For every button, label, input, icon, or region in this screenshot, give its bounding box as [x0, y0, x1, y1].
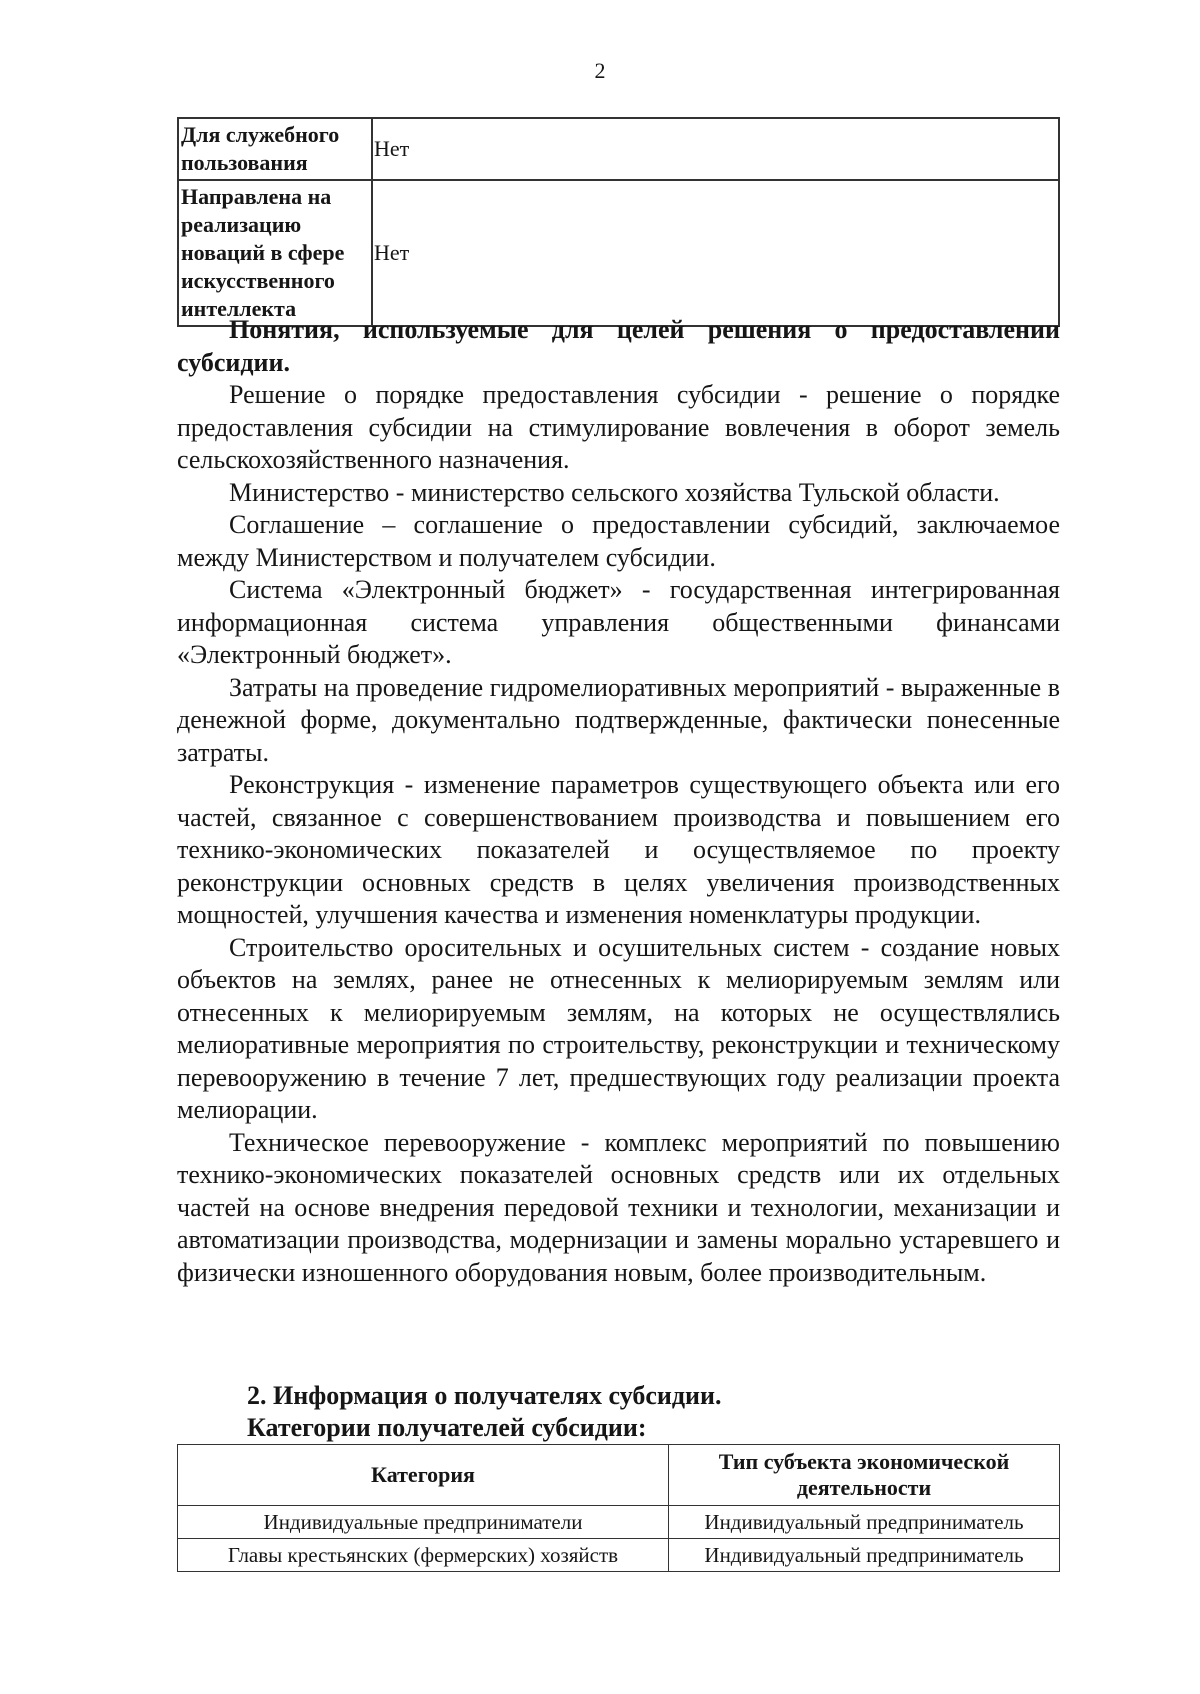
- section-title: 2. Информация о получателях субсидии.: [247, 1381, 722, 1410]
- definition-paragraph: Строительство оросительных и осушительных систем - создание новых объектов на землях, ранее не отнесенных к мелиорируемым землям или отнесенных к мелиорируемым землям, на которых не осуществлялись мелиоративные мероприятия по строительству, реконструкции и техническому перевооружению в течение 7 лет, предшествующих году реализации проекта мелиорации.: [177, 932, 1060, 1124]
- definition-paragraph: Министерство - министерство сельского хозяйства Тульской области.: [229, 477, 1000, 507]
- definition-paragraph: Решение о порядке предоставления субсидии - решение о порядке предоставления субсидии на стимулирование вовлечения в оборот земель сельскохозяйственного назначения.: [177, 380, 1060, 474]
- meta-value-restricted: Нет: [372, 118, 1059, 180]
- table-cell: Индивидуальный предприниматель: [669, 1539, 1060, 1572]
- concepts-section: [177, 314, 1060, 1289]
- section-subtitle: Категории получателей субсидии:: [247, 1413, 647, 1442]
- table-cell: Главы крестьянских (фермерских) хозяйств: [178, 1539, 669, 1572]
- table-header-row: [178, 1445, 1060, 1506]
- table-row: [178, 118, 1059, 180]
- recipients-section: [247, 1380, 1060, 1444]
- definition-paragraph: Затраты на проведение гидромелиоративных мероприятий - выраженные в денежной форме, документально подтвержденные, фактически понесенные затраты.: [177, 672, 1060, 767]
- table-cell: Индивидуальные предприниматели: [178, 1506, 669, 1539]
- definition-paragraph: Реконструкция - изменение параметров существующего объекта или его частей, связанное с совершенствованием производства и повышением его технико-экономических показателей и осуществляемое по проекту реконструкции основных средств в целях увеличения производственных мощностей, улучшения качества и изменения номенклатуры продукции.: [177, 770, 1060, 929]
- table-row: [178, 1506, 1060, 1539]
- categories-table: [177, 1444, 1060, 1572]
- meta-value-ai: Нет: [372, 180, 1059, 326]
- definition-paragraph: Техническое перевооружение - комплекс мероприятий по повышению технико-экономических показателей основных средств или их отдельных частей на основе внедрения передовой техники и технологии, механизации и автоматизации производства, модернизации и замены морально устаревшего и физически изношенного оборудования новым, более производительным.: [177, 1127, 1060, 1287]
- table-row: [178, 180, 1059, 326]
- column-header-category: Категория: [178, 1445, 669, 1506]
- table-cell: Индивидуальный предприниматель: [669, 1506, 1060, 1539]
- meta-key-restricted: Для служебного пользования: [178, 118, 372, 180]
- document-meta-table: [177, 117, 1060, 327]
- column-header-type: Тип субъекта экономической деятельности: [669, 1445, 1060, 1506]
- concepts-heading: Понятия, используемые для целей решения о предоставлении субсидии.: [177, 315, 1060, 377]
- definition-paragraph: Система «Электронный бюджет» - государственная интегрированная информационная система управления общественными финансами «Электронный бюджет».: [177, 575, 1060, 669]
- page-number: 2: [594, 58, 606, 83]
- meta-key-ai: Направлена на реализацию новаций в сфере искусственного интеллекта: [178, 180, 372, 326]
- table-row: [178, 1539, 1060, 1572]
- definition-paragraph: Соглашение – соглашение о предоставлении субсидий, заключаемое между Министерством и получателем субсидии.: [177, 510, 1060, 572]
